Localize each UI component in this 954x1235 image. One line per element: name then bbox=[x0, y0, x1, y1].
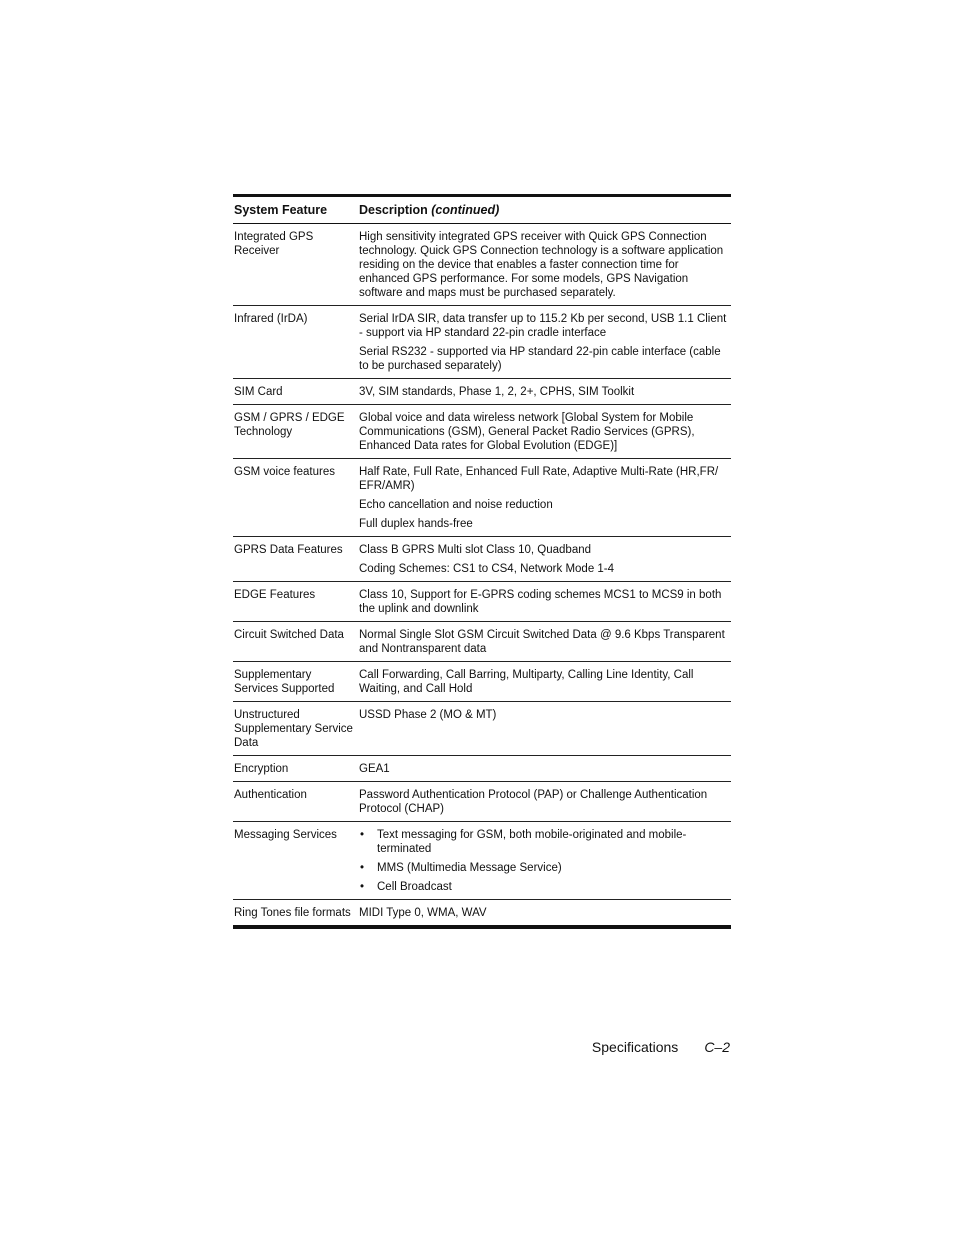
feature-cell: Integrated GPS Receiver bbox=[233, 224, 358, 306]
description-cell bbox=[358, 379, 731, 405]
description-paragraph: Serial IrDA SIR, data transfer up to 115.2 Kb per second, USB 1.1 Client - support via HP standard 22-pin cradle interface bbox=[359, 313, 727, 339]
description-paragraph: Full duplex hands-free bbox=[359, 518, 473, 530]
feature-cell: Authentication bbox=[233, 782, 358, 822]
table-row bbox=[233, 405, 731, 459]
feature-cell: GPRS Data Features bbox=[233, 537, 358, 582]
header-continued: (continued) bbox=[431, 203, 500, 217]
table-row bbox=[233, 582, 731, 622]
footer-page-number: C–2 bbox=[704, 1039, 730, 1055]
table-row bbox=[233, 662, 731, 702]
description-cell bbox=[358, 306, 731, 379]
feature-cell: GSM voice features bbox=[233, 459, 358, 537]
description-cell bbox=[358, 582, 731, 622]
table-row bbox=[233, 822, 731, 900]
table-row bbox=[233, 537, 731, 582]
description-paragraph: Password Authentication Protocol (PAP) or Challenge Authentication Protocol (CHAP) bbox=[359, 789, 708, 815]
description-cell bbox=[358, 459, 731, 537]
table-row bbox=[233, 900, 731, 928]
description-paragraph: GEA1 bbox=[359, 763, 390, 775]
bullet-item: • Cell Broadcast bbox=[359, 880, 731, 894]
description-paragraph: Normal Single Slot GSM Circuit Switched Data @ 9.6 Kbps Transparent and Nontransparent data bbox=[359, 629, 725, 655]
description-paragraph: USSD Phase 2 (MO & MT) bbox=[359, 709, 497, 721]
bullet-item: • Text messaging for GSM, both mobile-originated and mobile-terminated bbox=[359, 828, 731, 856]
feature-cell: Circuit Switched Data bbox=[233, 622, 358, 662]
description-paragraph: High sensitivity integrated GPS receiver with Quick GPS Connection technology. Quick GPS Connection technology is a software application residing on the device that enables a faster connection time for enhanced GPS performance. For some models, GPS Navigation software and maps must be purchased separately. bbox=[359, 231, 724, 299]
table-row bbox=[233, 702, 731, 756]
feature-cell: GSM / GPRS / EDGE Technology bbox=[233, 405, 358, 459]
feature-cell: Supplementary Services Supported bbox=[233, 662, 358, 702]
bullet-list bbox=[359, 828, 731, 894]
table-row bbox=[233, 224, 731, 306]
feature-cell: SIM Card bbox=[233, 379, 358, 405]
description-cell bbox=[358, 756, 731, 782]
header-description bbox=[358, 196, 731, 224]
description-cell bbox=[358, 782, 731, 822]
description-paragraph: Global voice and data wireless network [Global System for Mobile Communications (GSM), General Packet Radio Services (GPRS), Enhanced Data rates for Global Evolution (EDGE)] bbox=[359, 412, 695, 452]
description-paragraph: MIDI Type 0, WMA, WAV bbox=[359, 907, 487, 919]
feature-cell: Encryption bbox=[233, 756, 358, 782]
description-paragraph: Half Rate, Full Rate, Enhanced Full Rate, Adaptive Multi-Rate (HR,FR/ EFR/AMR) bbox=[359, 466, 719, 492]
table-row bbox=[233, 306, 731, 379]
feature-cell: Messaging Services bbox=[233, 822, 358, 900]
table-row bbox=[233, 622, 731, 662]
description-paragraph: Coding Schemes: CS1 to CS4, Network Mode 1-4 bbox=[359, 563, 615, 575]
table-row bbox=[233, 459, 731, 537]
description-cell bbox=[358, 622, 731, 662]
header-feature: System Feature bbox=[233, 196, 358, 224]
description-cell bbox=[358, 224, 731, 306]
feature-cell: Infrared (IrDA) bbox=[233, 306, 358, 379]
table-row bbox=[233, 782, 731, 822]
bullet-item: • MMS (Multimedia Message Service) bbox=[359, 861, 731, 875]
table-row bbox=[233, 379, 731, 405]
description-paragraph: Class 10, Support for E-GPRS coding schemes MCS1 to MCS9 in both the uplink and downlink bbox=[359, 589, 722, 615]
description-cell bbox=[358, 537, 731, 582]
description-paragraph: Echo cancellation and noise reduction bbox=[359, 499, 553, 511]
description-paragraph: Call Forwarding, Call Barring, Multiparty, Calling Line Identity, Call Waiting, and Call Hold bbox=[359, 669, 694, 695]
description-cell bbox=[358, 900, 731, 928]
table-row bbox=[233, 756, 731, 782]
feature-cell: Ring Tones file formats bbox=[234, 907, 351, 919]
spec-table bbox=[233, 194, 731, 929]
feature-cell: Unstructured Supplementary Service Data bbox=[233, 702, 358, 756]
description-paragraph: 3V, SIM standards, Phase 1, 2, 2+, CPHS, SIM Toolkit bbox=[359, 386, 635, 398]
description-cell bbox=[358, 405, 731, 459]
page-footer bbox=[592, 1039, 730, 1055]
description-cell bbox=[358, 822, 731, 900]
table-body bbox=[233, 224, 731, 928]
description-paragraph: Serial RS232 - supported via HP standard 22-pin cable interface (cable to be purchased separately) bbox=[359, 346, 721, 372]
description-cell bbox=[358, 702, 731, 756]
header-description-label: Description bbox=[359, 203, 428, 217]
description-paragraph: Class B GPRS Multi slot Class 10, Quadband bbox=[359, 544, 592, 556]
table-header-row bbox=[233, 196, 731, 224]
description-cell bbox=[358, 662, 731, 702]
feature-cell: EDGE Features bbox=[233, 582, 358, 622]
footer-section-title: Specifications bbox=[591, 1039, 679, 1055]
